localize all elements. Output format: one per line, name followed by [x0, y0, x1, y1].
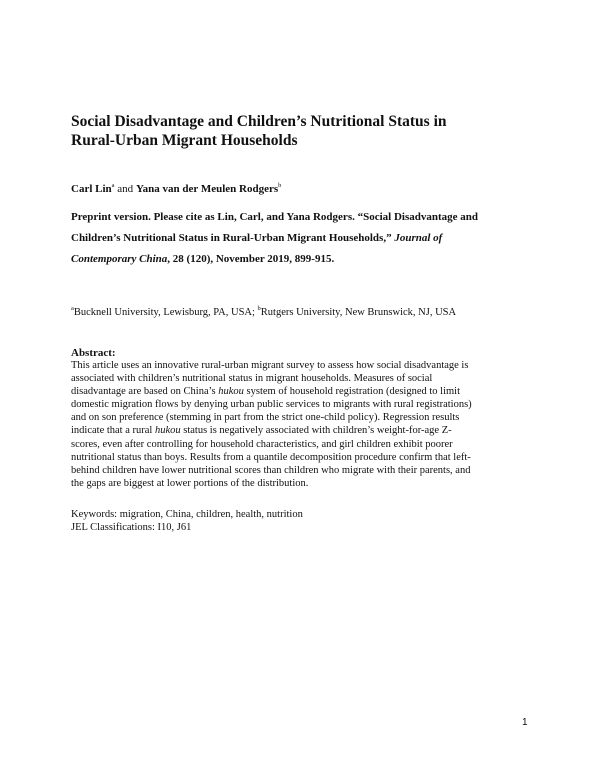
abstract-line: scores, even after controlling for household characteristics, and girl children exhibit poorer	[71, 438, 453, 450]
citation-text: Children’s Nutritional Status in Rural-Urban Migrant Households,”	[71, 232, 395, 244]
keywords: Keywords: migration, China, children, health, nutrition	[71, 509, 303, 520]
abstract-text: indicate that a rural	[71, 425, 155, 437]
italic-term: hukou	[154, 425, 181, 437]
title-line: Rural-Urban Migrant Households	[71, 132, 298, 149]
paper-title	[71, 112, 531, 150]
abstract-line	[71, 424, 541, 437]
abstract-line: the gaps are biggest at lower portions of the distribution.	[71, 477, 309, 489]
title-line: Social Disadvantage and Children’s Nutritional Status in	[71, 113, 447, 130]
abstract-text: system of household registration (designed to limit	[243, 386, 461, 398]
abstract-line: This article uses an innovative rural-urban migrant survey to assess how social disadvantage is	[71, 360, 469, 371]
abstract-line: associated with children’s nutritional status in migrant households. Measures of social	[71, 373, 433, 385]
journal-name: Contemporary China	[71, 253, 168, 265]
abstract-line: and on son preference (stemming in part from the strict one-child policy). Regression results	[71, 412, 460, 424]
abstract-line	[71, 385, 541, 398]
author-name: Yana van der Meulen Rodgers	[135, 183, 279, 195]
affiliation-marker: b	[278, 182, 282, 189]
affiliation-b: Rutgers University, New Brunswick, NJ, USA	[260, 307, 457, 318]
affiliations	[71, 302, 456, 320]
abstract-text: status is negatively associated with children’s weight-for-age Z-	[180, 425, 452, 437]
abstract-body	[71, 359, 541, 490]
citation-line: Preprint version. Please cite as Lin, Carl, and Yana Rodgers. “Social Disadvantage and	[71, 211, 479, 223]
abstract-line: nutritional status than boys. Results from a quantile decomposition procedure confirm that left-	[71, 451, 471, 463]
page-number: 1	[522, 717, 528, 728]
citation-line	[71, 249, 541, 270]
author-connector: and	[114, 183, 136, 195]
affiliation-a: Bucknell University, Lewisburg, PA, USA;	[73, 307, 258, 318]
affiliation-marker: a	[71, 305, 74, 312]
citation-note	[71, 207, 541, 270]
abstract-line: behind children have lower nutritional scores than children who migrate with their parents, and	[71, 464, 471, 476]
author-list	[71, 179, 281, 196]
jel-classifications: JEL Classifications: I10, J61	[71, 522, 192, 533]
abstract-text: disadvantage are based on China’s	[71, 386, 219, 398]
citation-line	[71, 228, 541, 249]
author-name: Carl Lin	[71, 183, 112, 195]
citation-text: , 28 (120), November 2019, 899-915.	[167, 253, 335, 265]
abstract-line: domestic migration flows by denying urban public services to migrants with rural registrations)	[71, 399, 472, 411]
journal-name: Journal of	[394, 232, 443, 244]
affiliation-marker: a	[111, 182, 115, 189]
italic-term: hukou	[218, 386, 244, 398]
affiliation-marker: b	[257, 305, 261, 312]
abstract-heading: Abstract:	[71, 347, 116, 359]
